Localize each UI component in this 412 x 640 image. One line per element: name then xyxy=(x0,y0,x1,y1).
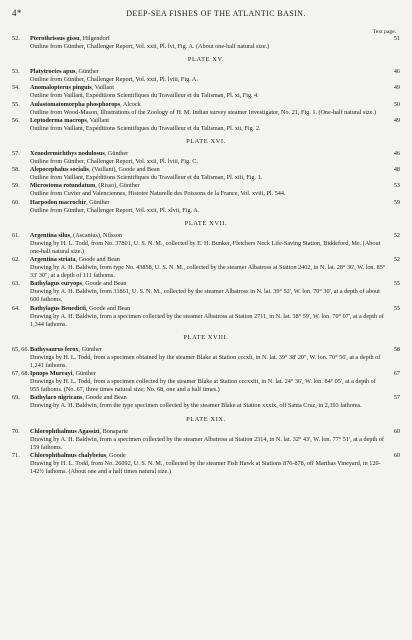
figure-number: 65, 66. xyxy=(12,345,30,353)
text-page-ref: 55 xyxy=(393,280,400,288)
species-name: Leptoderma macrops xyxy=(30,116,87,124)
figure-source: Drawing by A. H. Baldwin, from type No. 43858, U. S. N. M., collected by the steamer Albatross at Station 2402, in N. lat. 28° 36', W. lon. 85° 33' 30", at a depth of 111 fathoms. xyxy=(30,264,386,280)
plate-heading: PLATE XVII. xyxy=(184,219,228,227)
species-name: Microstoma rotundatum xyxy=(30,182,96,190)
plate-entry xyxy=(12,256,400,280)
figure-number: 53. xyxy=(12,68,20,76)
figure-source: Drawing by A. H. Baldwin, from a specimen collected by the steamer Albatross at Station 2711, in N. lat. 38° 59', W. lon. 70° 07', at a depth of 1,344 fathoms. xyxy=(30,312,384,328)
species-line xyxy=(30,84,378,92)
figure-source: Drawing by A. H. Baldwin, from a specimen collected by the steamer Albatross at Station 2314, in N. lat. 32° 43', W. lon. 77° 51', at a depth of 159 fathoms. xyxy=(30,435,384,451)
plate-entry xyxy=(12,452,400,476)
figure-number: 54. xyxy=(12,84,20,92)
entry-heading xyxy=(12,428,400,436)
species-line xyxy=(30,166,378,174)
text-page-ref: 46 xyxy=(393,68,400,76)
plate-heading: PLATE XV. xyxy=(187,56,225,64)
plate-entry xyxy=(12,35,400,51)
figure-source: Outline from Wood-Mason, Illustrations of the Zoology of H. M. Indian survey steamer Investigator, No. 21, Fig. 1. (One-half natural size.) xyxy=(30,108,377,116)
figure-source: Outline from Cuvier and Valenciennes, Histoire Naturelle des Poissons de la France, Vol. xviii, Pl. 544. xyxy=(30,190,286,198)
species-line xyxy=(30,182,378,190)
text-page-ref: 67 xyxy=(393,370,400,378)
species-line xyxy=(30,101,378,109)
species-line xyxy=(30,428,378,436)
species-authority: , Goode and Bean xyxy=(82,280,127,288)
figure-source: Outline from Vaillant, Expéditions Scientifiques du Travailleur et du Talisman, Pl. xi, Fig. 4. xyxy=(30,92,259,100)
species-authority: , (Risso), Günther xyxy=(95,182,140,190)
species-authority: , Alcock xyxy=(120,100,141,108)
species-name: Argentina striata xyxy=(30,255,76,263)
figure-number: 71. xyxy=(12,451,20,459)
figure-number: 56. xyxy=(12,116,20,124)
species-authority: , Goode xyxy=(106,451,126,459)
plate-entry xyxy=(12,232,400,256)
species-name: Bathylagus euryops xyxy=(30,280,83,288)
entry-heading xyxy=(12,150,400,158)
plate-entry xyxy=(12,117,400,133)
figure-source: Drawing by H. L. Todd, from No. 37801, U. S. N. M., collected by E. H. Bunker, Fletchers Neck Life-Saving Station, Biddeford, Me. (About one-half natural size.) xyxy=(30,239,381,255)
figure-source: Drawing by A. H. Baldwin, from the type specimen collected by the steamer Blake at Station xxxix, off Santa Cruz, in 2,393 fathoms. xyxy=(30,402,362,410)
plate-heading: PLATE XVI. xyxy=(186,137,226,145)
species-authority: , Vaillant xyxy=(91,84,114,92)
species-authority: , Goode and Bean xyxy=(85,304,131,312)
species-name: Harpodon macrochir xyxy=(30,198,87,206)
text-page-ref: 53 xyxy=(393,182,400,190)
entry-heading xyxy=(12,394,400,402)
species-authority: , Günther xyxy=(86,198,110,206)
plate-entry xyxy=(12,370,400,394)
plate-entry xyxy=(12,68,400,84)
text-page-ref: 52 xyxy=(393,255,400,263)
species-line xyxy=(30,305,378,313)
figure-number: 67, 68. xyxy=(12,370,30,378)
species-name: Chlorophthalmus Agassizi xyxy=(30,427,100,435)
species-authority: , (Ascanius), Nilsson xyxy=(70,231,122,239)
entry-heading xyxy=(12,84,400,92)
species-line xyxy=(30,280,378,288)
figure-number: 62. xyxy=(12,255,20,263)
page-number: 4* xyxy=(12,8,22,18)
species-name: Argentina silus xyxy=(30,231,71,239)
species-name: Anomalopterus pinguis xyxy=(30,84,92,92)
text-page-label: Text page. xyxy=(372,29,396,35)
entry-heading xyxy=(12,199,400,207)
figure-source: Drawings by H. L. Todd, from a specimen collected by the steamer Blake at Station cccxxiii, in N. lat. 24° 36', W. lon. 84° 05', at a depth of 955 fathoms. (No. 67, three times natural size; No. 68, one and a half times.) xyxy=(30,378,376,394)
plate-list xyxy=(12,35,400,476)
entry-heading xyxy=(12,101,400,109)
species-line xyxy=(30,232,378,240)
species-authority: , Goode and Bean xyxy=(75,255,120,263)
entry-heading xyxy=(12,68,400,76)
species-authority: , Bonaparte xyxy=(99,427,129,435)
species-line xyxy=(30,35,378,43)
entry-heading xyxy=(12,452,400,460)
entry-heading xyxy=(12,35,400,43)
text-page-ref: 55 xyxy=(393,304,400,312)
species-line xyxy=(30,346,378,354)
text-page-ref: 51 xyxy=(393,35,400,42)
figure-source: Drawings by H. L. Todd, from a specimen obtained by the steamer Blake at Station cccxli, in N. lat. 39° 38' 20", W. lon. 70° 56', at a depth of 1,241 fathoms. xyxy=(30,353,381,369)
species-name: Bathysaurus ferox xyxy=(30,345,79,353)
plate-entry xyxy=(12,428,400,452)
species-name: Bathylaco nigricans xyxy=(30,394,83,402)
plate-heading: PLATE XVIII. xyxy=(183,333,229,341)
figure-number: 59. xyxy=(12,182,20,190)
plate-entry xyxy=(12,166,400,182)
species-name: Pterothrissus gissu xyxy=(30,35,80,42)
figure-number: 61. xyxy=(12,231,20,239)
figure-source: Drawing by H. L. Todd, from No. 26092, U. S. N. M., collected by the steamer Fish Hawk at Stations 876-878, off Marthas Vineyard, in 120-142½ fathoms. (About one and a half times natural size.) xyxy=(30,459,381,476)
figure-source: Outline from Günther, Challenger Report, Vol. xxii, Pl. lviii, Fig. C. xyxy=(30,158,198,166)
species-name: Chlorophthalmus chalybeius xyxy=(30,451,107,459)
species-authority: , Günther xyxy=(78,345,102,353)
figure-number: 60. xyxy=(12,198,20,206)
figure-number: 64. xyxy=(12,304,20,312)
text-page-ref: 57 xyxy=(393,394,400,402)
plate-entry xyxy=(12,101,400,117)
species-line xyxy=(30,394,378,402)
figure-number: 69. xyxy=(12,394,20,402)
entry-heading xyxy=(12,182,400,190)
plate-entry xyxy=(12,305,400,329)
entry-heading xyxy=(12,117,400,125)
plate-heading: PLATE XIX. xyxy=(186,415,226,423)
figure-number: 58. xyxy=(12,166,20,174)
running-header xyxy=(12,8,400,22)
figure-number: 52. xyxy=(12,35,20,42)
species-authority: , Günther xyxy=(104,149,129,157)
entry-heading xyxy=(12,305,400,313)
figure-source: Outline from Günther, Challenger Report, Vol. xxii, Pl. lvi, Fig. A. (About one-half natural size.) xyxy=(30,43,270,51)
species-name: Alepocephalus socialis xyxy=(30,166,89,174)
species-authority: , Günther xyxy=(75,68,99,76)
text-page-ref: 48 xyxy=(393,166,400,174)
text-page-ref: 60 xyxy=(393,451,400,459)
entry-heading xyxy=(12,256,400,264)
text-page-ref: 58 xyxy=(393,345,400,353)
species-name: Aulastomatomorpha phosphorops xyxy=(30,100,121,108)
running-title: DEEP-SEA FISHES OF THE ATLANTIC BASIN. xyxy=(126,9,306,18)
species-line xyxy=(30,68,378,76)
species-line xyxy=(30,256,378,264)
figure-source: Outline from Günther, Challenger Report, Vol. xxii, Pl. lviii, Fig. A. xyxy=(30,76,198,84)
species-line xyxy=(30,199,378,207)
text-page-ref: 59 xyxy=(393,198,400,206)
figure-source: Outline from Vaillant, Expéditions Scientifiques du Travailleur et du Talisman, Pl. xiii, Fig. 1. xyxy=(30,174,263,182)
species-name: Xenodermichthys nodulosus xyxy=(30,149,105,157)
plate-entry xyxy=(12,394,400,410)
species-line xyxy=(30,150,378,158)
figure-source: Outline from Vaillant, Expéditions Scientifiques du Travailleur et du Talisman, Pl. xii, Fig. 2. xyxy=(30,124,261,132)
species-authority: , Hilgendorf xyxy=(79,35,110,42)
text-page-ref: 46 xyxy=(393,149,400,157)
species-authority: , Günther xyxy=(72,370,96,378)
plate-entry xyxy=(12,346,400,370)
species-name: Ipnops Murrayi xyxy=(30,370,73,378)
species-line xyxy=(30,117,378,125)
species-name: Platytroctes apus xyxy=(30,68,76,76)
species-authority: , Vaillant xyxy=(86,116,110,124)
species-name: Bathylagus Benedicti xyxy=(30,304,86,312)
species-line xyxy=(30,452,378,460)
figure-number: 63. xyxy=(12,280,20,288)
text-page-ref: 50 xyxy=(393,100,400,108)
figure-source: Drawing by A. H. Baldwin, from 31861, U. S. N. M., collected by the steamer Albatross in N. lat. 39° 52', W. lon. 70° 30', at a depth of about 600 fathoms. xyxy=(30,288,380,304)
figure-number: 55. xyxy=(12,100,20,108)
species-authority: , Goode and Bean xyxy=(82,394,127,402)
plate-entry xyxy=(12,199,400,215)
entry-heading xyxy=(12,232,400,240)
text-page-ref: 52 xyxy=(393,231,400,239)
plate-entry xyxy=(12,280,400,304)
entry-heading xyxy=(12,280,400,288)
text-page-ref: 60 xyxy=(393,427,400,435)
entry-heading xyxy=(12,166,400,174)
figure-source: Outline from Günther, Challenger Report, Vol. xxii, Pl. xlvii, Fig. A. xyxy=(30,206,200,214)
entry-heading xyxy=(12,346,400,354)
figure-number: 57. xyxy=(12,149,20,157)
species-line xyxy=(30,370,378,378)
entry-heading xyxy=(12,370,400,378)
plate-entry xyxy=(12,150,400,166)
text-page-ref: 49 xyxy=(393,84,400,92)
species-authority: , (Vaillant), Goode and Bean xyxy=(88,166,160,174)
text-page-ref: 49 xyxy=(393,116,400,124)
plate-entry xyxy=(12,84,400,100)
figure-number: 70. xyxy=(12,427,20,435)
plate-entry xyxy=(12,182,400,198)
